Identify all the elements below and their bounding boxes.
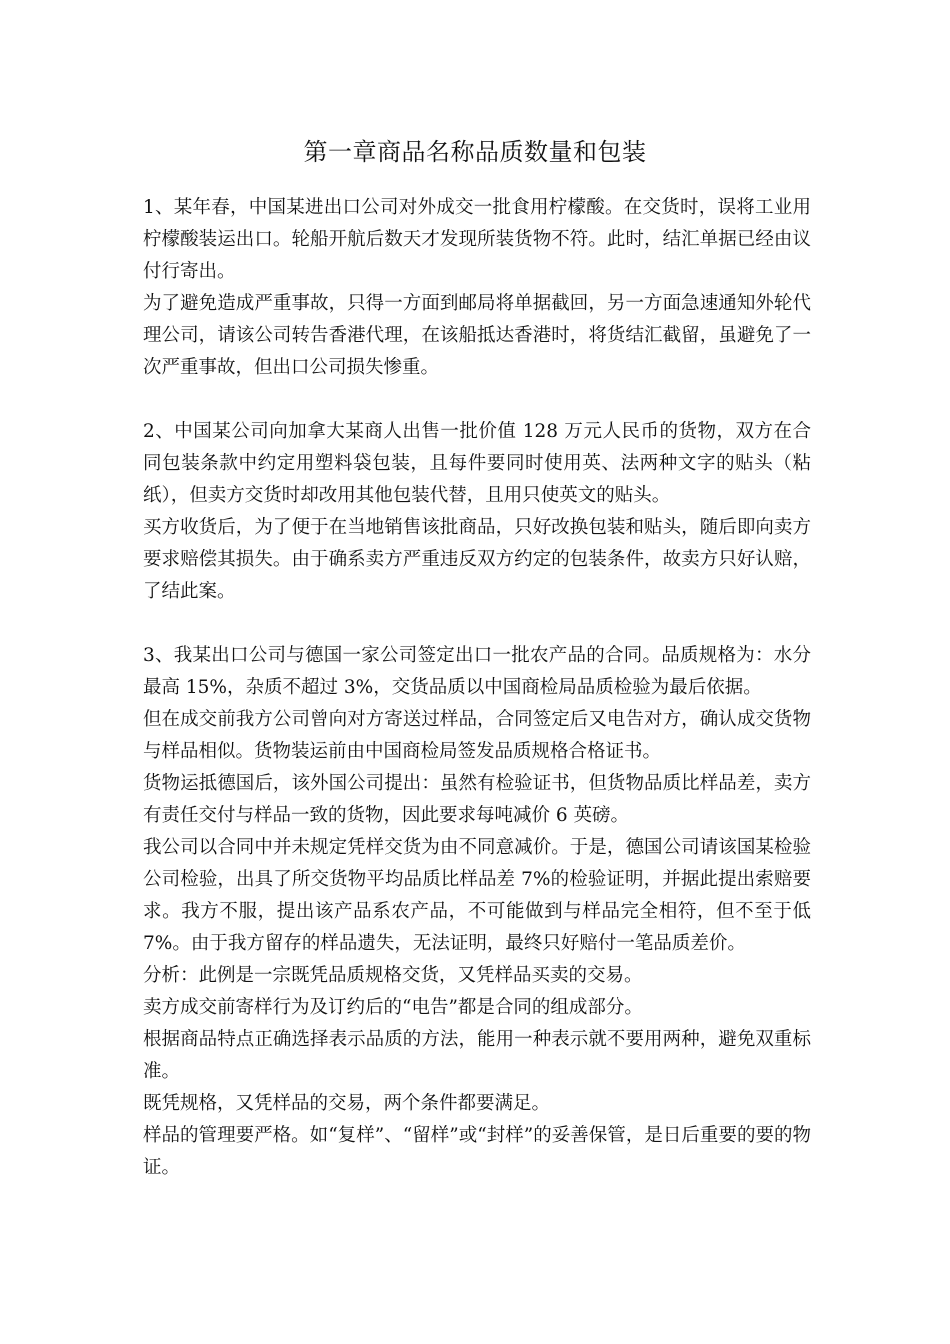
document-title: 第一章商品名称品质数量和包装 <box>303 138 647 166</box>
section-gap <box>143 608 811 640</box>
paragraph: 货物运抵德国后，该外国公司提出：虽然有检验证书，但货物品质比样品差，卖方有责任交付与样品一致的货物，因此要求每吨减价 6 英磅。 <box>143 773 811 826</box>
paragraph: 2、中国某公司向加拿大某商人出售一批价值 128 万元人民币的货物，双方在合同包装条款中约定用塑料袋包装，且每件要同时使用英、法两种文字的贴头（粘纸），但卖方交货时却改用其他包装代替，且用只使英文的贴头。 <box>143 421 811 506</box>
analysis-paragraph: 根据商品特点正确选择表示品质的方法，能用一种表示就不要用两种，避免双重标准。 <box>143 1029 811 1082</box>
analysis-paragraph: 样品的管理要严格。如“复样”、“留样”或“封样”的妥善保管，是日后重要的要的物证。 <box>143 1125 811 1178</box>
case-section-1 <box>143 192 811 384</box>
document-body <box>143 192 811 1184</box>
paragraph: 3、我某出口公司与德国一家公司签定出口一批农产品的合同。品质规格为：水分最高 15%，杂质不超过 3%，交货品质以中国商检局品质检验为最后依据。 <box>143 645 811 698</box>
analysis-paragraph: 分析：此例是一宗既凭品质规格交货，又凭样品买卖的交易。 <box>143 965 643 986</box>
paragraph: 1、某年春，中国某进出口公司对外成交一批食用柠檬酸。在交货时，误将工业用柠檬酸装运出口。轮船开航后数天才发现所装货物不符。此时，结汇单据已经由议付行寄出。 <box>143 197 811 282</box>
paragraph: 为了避免造成严重事故，只得一方面到邮局将单据截回，另一方面急速通知外轮代理公司，请该公司转告香港代理，在该船抵达香港时，将货结汇截留，虽避免了一次严重事故，但出口公司损失惨重。 <box>143 293 811 378</box>
paragraph: 但在成交前我方公司曾向对方寄送过样品，合同签定后又电告对方，确认成交货物与样品相似。货物装运前由中国商检局签发品质规格合格证书。 <box>143 709 811 762</box>
paragraph: 买方收货后，为了便于在当地销售该批商品，只好改换包装和贴头，随后即向卖方要求赔偿其损失。由于确系卖方严重违反双方约定的包装条件，故卖方只好认赔，了结此案。 <box>143 517 811 602</box>
paragraph: 我公司以合同中并未规定凭样交货为由不同意减价。于是，德国公司请该国某检验公司检验，出具了所交货物平均品质比样品差 7%的检验证明，并据此提出索赔要求。我方不服，提出该产品系农产品，不可能做到与样品完全相符，但不至于低 7%。由于我方留存的样品遗失，无法证明，最终只好赔付一笔品质差价。 <box>143 837 811 954</box>
case-section-2 <box>143 416 811 608</box>
case-section-3 <box>143 640 811 1184</box>
section-gap <box>143 384 811 416</box>
analysis-paragraph: 既凭规格，又凭样品的交易，两个条件都要满足。 <box>143 1093 551 1114</box>
analysis-paragraph: 卖方成交前寄样行为及订约后的“电告”都是合同的组成部分。 <box>143 997 643 1018</box>
